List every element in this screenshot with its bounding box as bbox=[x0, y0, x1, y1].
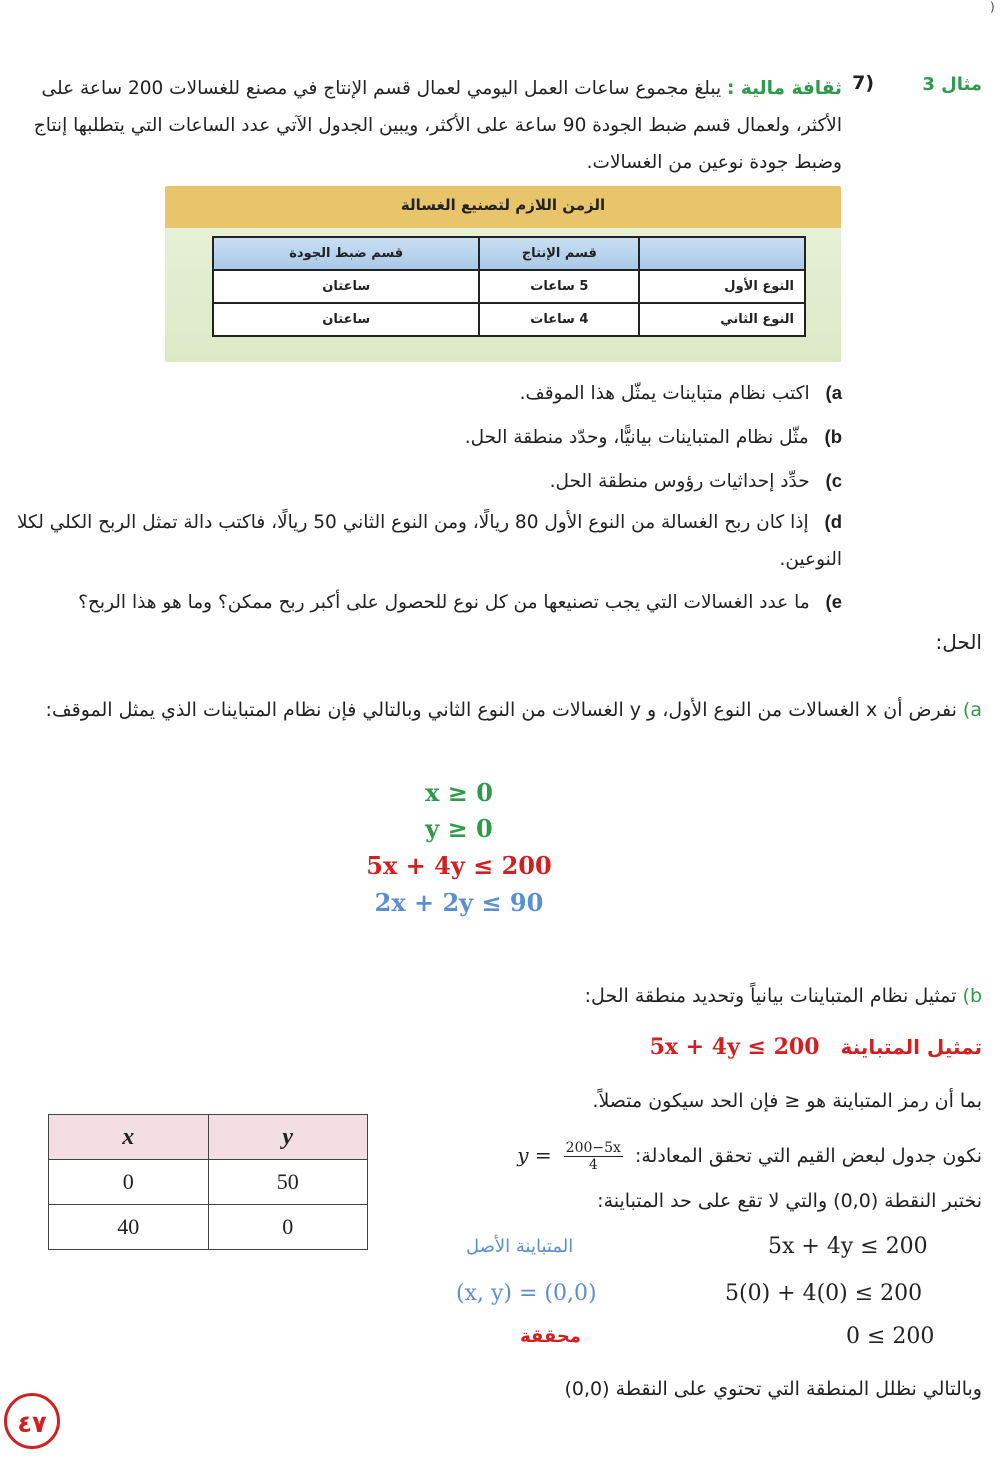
table-cell: 5 ساعات bbox=[479, 270, 639, 303]
question-label: b) bbox=[824, 426, 842, 447]
table-row bbox=[213, 303, 805, 336]
table-cell: النوع الأول bbox=[639, 270, 805, 303]
solution-part-a bbox=[22, 684, 982, 736]
example-title: ثقافة مالية : bbox=[727, 78, 842, 99]
boundary-line-note: بما أن رمز المتباينة هو ≤ فإن الحد سيكون متصلاً. bbox=[592, 1090, 982, 1112]
part-label: a) bbox=[962, 699, 982, 721]
part-label: b) bbox=[962, 985, 982, 1007]
work-table-card bbox=[165, 186, 841, 362]
equation-lhs: y = bbox=[517, 1143, 552, 1167]
represent-heading bbox=[650, 1034, 982, 1060]
question-label: d) bbox=[824, 511, 842, 532]
solution-heading: الحل: bbox=[935, 630, 982, 654]
page-number-badge: ٤٧ bbox=[4, 1393, 60, 1449]
question-label: e) bbox=[825, 591, 842, 612]
question-label: c) bbox=[825, 470, 842, 491]
question-b bbox=[12, 418, 842, 456]
table-cell: 50 bbox=[208, 1160, 368, 1205]
fraction-denominator: 4 bbox=[588, 1157, 598, 1173]
part-b-text: تمثيل نظام المتباينات بيانياً وتحديد منطقة الحل: bbox=[584, 985, 957, 1007]
question-text: حدِّد إحداثيات رؤوس منطقة الحل. bbox=[549, 471, 810, 492]
question-text: اكتب نظام متباينات يمثّل هذا الموقف. bbox=[519, 383, 810, 404]
question-e bbox=[12, 583, 842, 621]
table-cell: 0 bbox=[208, 1205, 368, 1250]
equation-line bbox=[517, 1140, 982, 1173]
table-header-cell: قسم الإنتاج bbox=[479, 237, 639, 270]
represent-inequality: 5x + 4y ≤ 200 bbox=[649, 1034, 820, 1060]
example-number: 7) bbox=[852, 72, 874, 94]
check-step-left: (x, y) = (0,0) bbox=[456, 1281, 597, 1306]
inequality-y: y ≥ 0 bbox=[425, 814, 493, 843]
equation-intro: نكون جدول لبعض القيم التي تحقق المعادلة: bbox=[634, 1145, 982, 1167]
question-a bbox=[12, 374, 842, 412]
corner-mark: ) bbox=[990, 0, 995, 14]
example-label: مثال 3 bbox=[922, 74, 982, 95]
question-text: مثّل نظام المتباينات بيانيًّا، وحدّد منطقة الحل. bbox=[464, 427, 809, 448]
inequality-quality: 2x + 2y ≤ 90 bbox=[374, 888, 544, 917]
fraction-numerator: 200−5x bbox=[565, 1140, 621, 1156]
table-cell: 4 ساعات bbox=[479, 303, 639, 336]
check-step-right: 0 ≤ 200 bbox=[846, 1324, 935, 1349]
table-row bbox=[49, 1205, 368, 1250]
table-header-cell: x bbox=[49, 1115, 209, 1160]
table-header-row bbox=[49, 1115, 368, 1160]
xy-values-table bbox=[48, 1114, 368, 1250]
check-result: محققة bbox=[520, 1326, 581, 1347]
table-cell: 40 bbox=[49, 1205, 209, 1250]
table-header-cell: y bbox=[208, 1115, 368, 1160]
part-a-text: نفرض أن x الغسالات من النوع الأول، و y الغسالات من النوع الثاني وبالتالي فإن نظام المتباينات الذي يمثل الموقف: bbox=[45, 699, 957, 721]
solution-part-b bbox=[22, 985, 982, 1007]
work-table-title: الزمن اللازم لتصنيع الغسالة bbox=[400, 196, 606, 214]
question-label: a) bbox=[825, 382, 842, 403]
check-step-left: المتباينة الأصل bbox=[466, 1236, 574, 1257]
represent-label: تمثيل المتباينة bbox=[840, 1035, 982, 1059]
table-cell: ساعتان bbox=[213, 303, 479, 336]
example-text: يبلغ مجموع ساعات العمل اليومي لعمال قسم الإنتاج في مصنع للغسالات 200 ساعة على الأكثر، ولعمال قسم ضبط الجودة 90 ساعة على الأكثر، ويبين الجدول الآتي عدد الساعات التي يتطلبها إنتاج وضبط جودة نوعين من الغسالات. bbox=[33, 78, 842, 173]
test-point-note: نختبر النقطة (0,0) والتي لا تقع على حد المتباينة: bbox=[597, 1190, 982, 1212]
table-cell: النوع الثاني bbox=[639, 303, 805, 336]
equation-fraction bbox=[564, 1140, 623, 1173]
table-row bbox=[49, 1160, 368, 1205]
example-paragraph bbox=[22, 70, 842, 181]
table-header-row bbox=[213, 237, 805, 270]
question-c bbox=[12, 462, 842, 500]
table-cell: 0 bbox=[49, 1160, 209, 1205]
question-text: إذا كان ربح الغسالة من النوع الأول 80 ريالًا، ومن النوع الثاني 50 ريالًا، فاكتب دالة تمثل الربح الكلي لكلا النوعين. bbox=[16, 512, 842, 570]
table-header-cell: قسم ضبط الجودة bbox=[213, 237, 479, 270]
inequality-production: 5x + 4y ≤ 200 bbox=[366, 851, 552, 880]
check-step-right: 5x + 4y ≤ 200 bbox=[768, 1234, 928, 1259]
shade-conclusion: وبالتالي نظلل المنطقة التي تحتوي على النقطة (0,0) bbox=[564, 1378, 982, 1400]
check-step-right: 5(0) + 4(0) ≤ 200 bbox=[725, 1281, 923, 1306]
table-cell: ساعتان bbox=[213, 270, 479, 303]
question-d bbox=[12, 503, 842, 578]
table-header-cell bbox=[639, 237, 805, 270]
work-table bbox=[212, 236, 806, 337]
table-row bbox=[213, 270, 805, 303]
question-text: ما عدد الغسالات التي يجب تصنيعها من كل نوع للحصول على أكبر ربح ممكن؟ وما هو هذا الربح؟ bbox=[78, 592, 810, 613]
inequality-x: x ≥ 0 bbox=[425, 778, 493, 807]
